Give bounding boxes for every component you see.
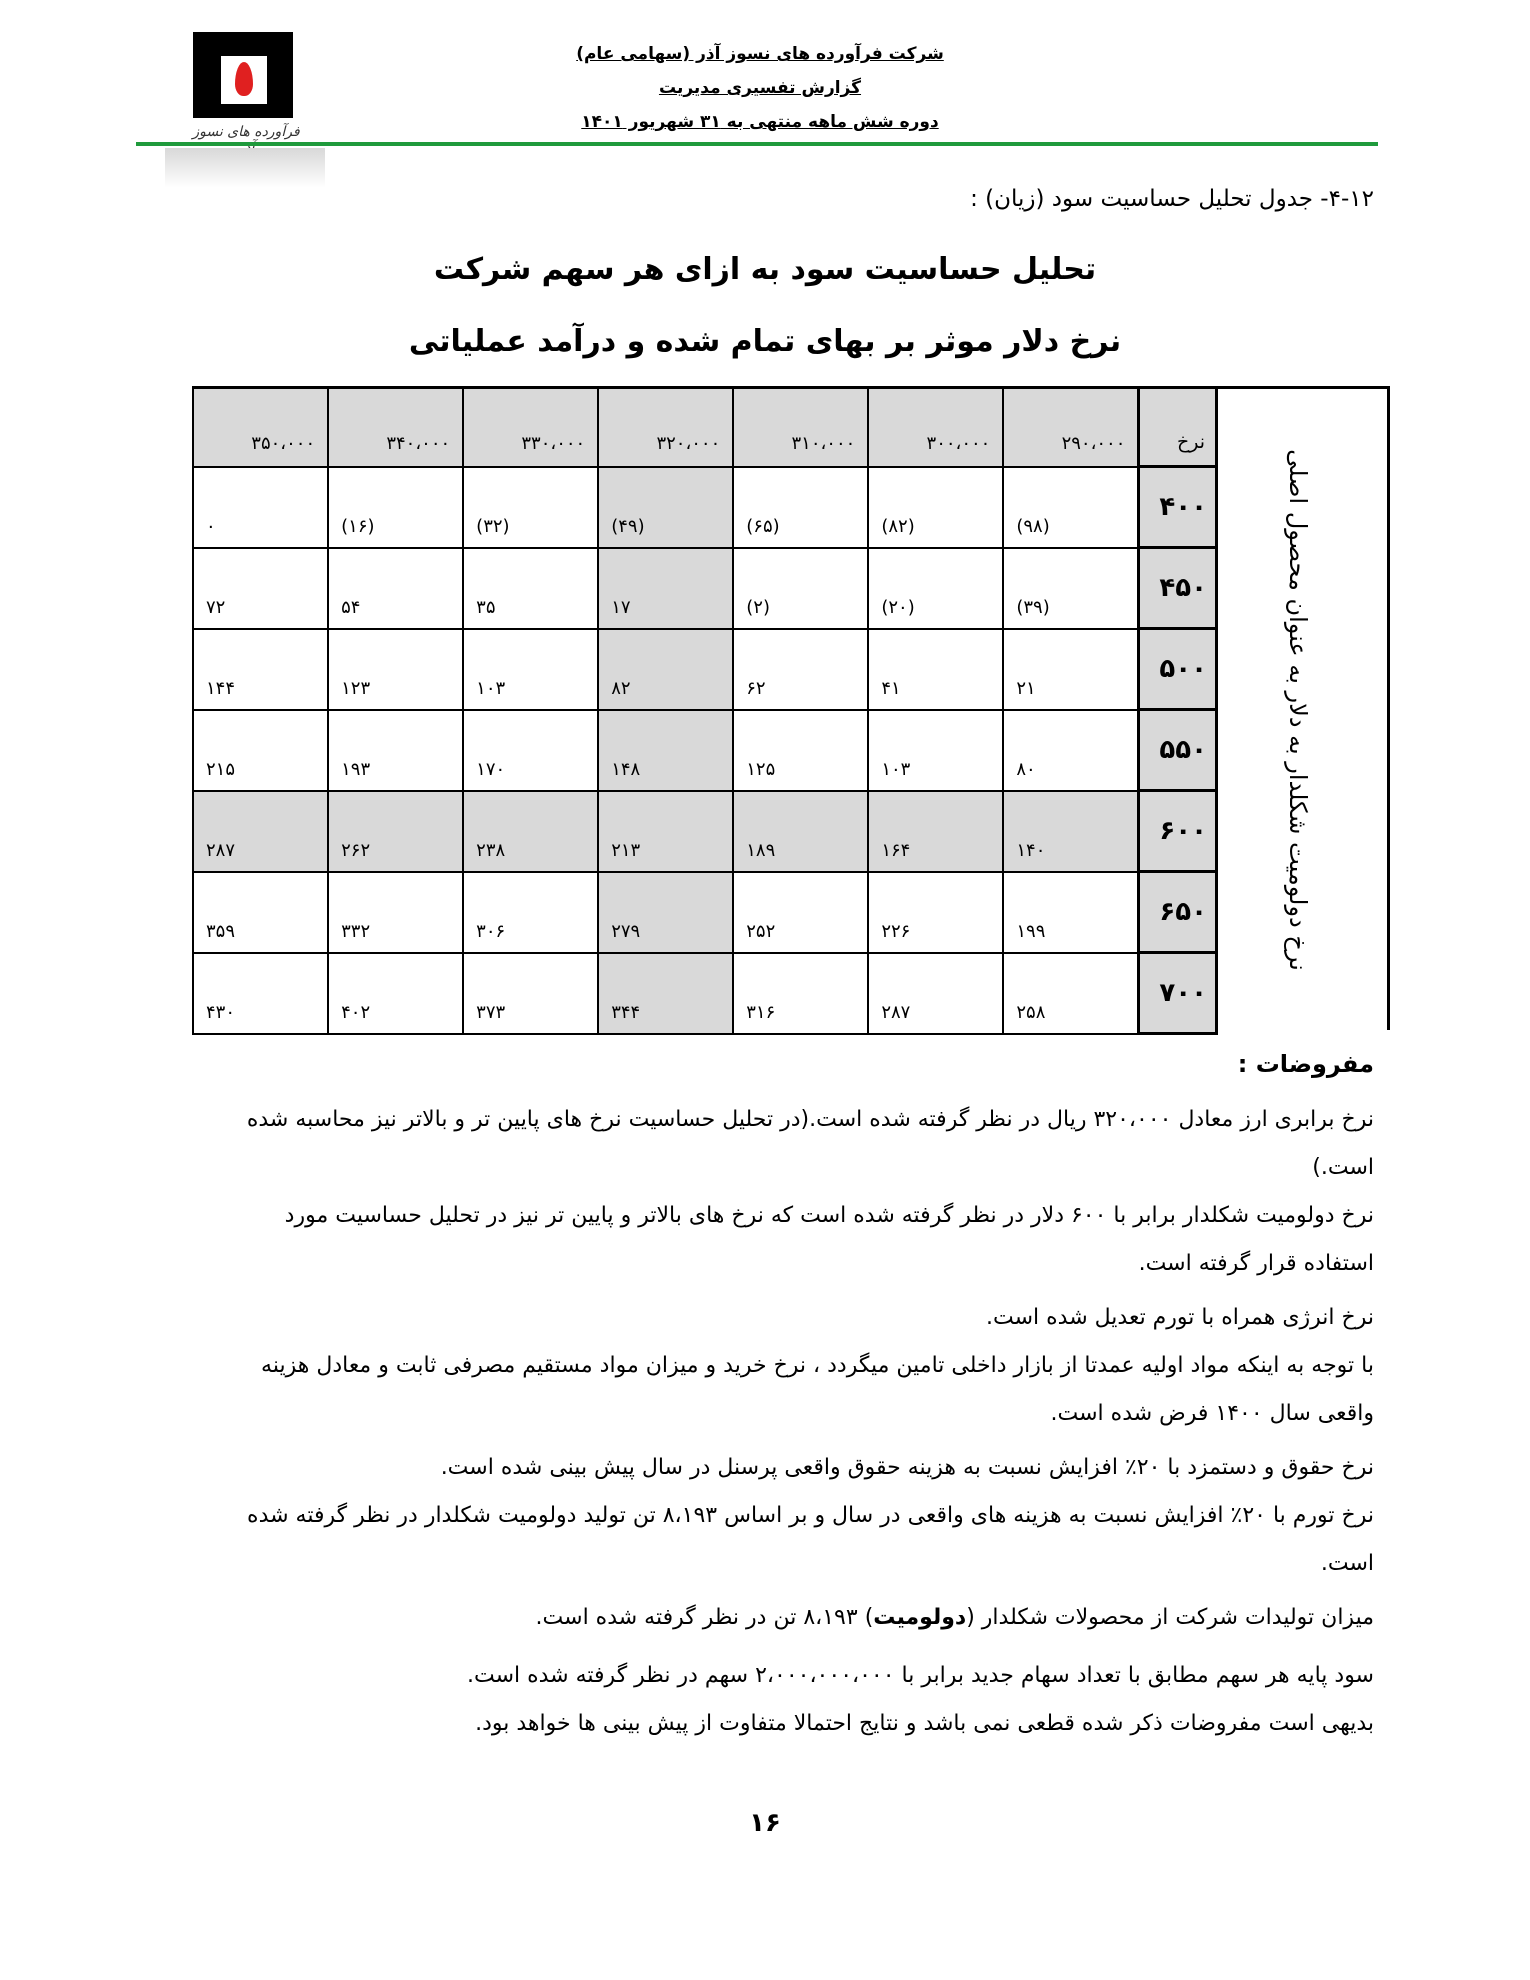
eps-value-cell: [733, 791, 868, 872]
table-row: [193, 872, 1217, 953]
assumption-shares: سود پایه هر سهم مطابق با تعداد سهام جدید برابر با ۲،۰۰۰،۰۰۰،۰۰۰ سهم در نظر گرفته شده است.: [466, 1663, 1374, 1688]
exchange-rate-text: ۳۱۰،۰۰۰: [791, 432, 856, 454]
eps-value-cell: [598, 629, 733, 710]
eps-value: (۸۲): [881, 515, 915, 537]
eps-value-cell: [733, 467, 868, 548]
eps-value: ۱۴۸: [611, 758, 641, 780]
eps-value: ۲۸۷: [881, 1001, 911, 1023]
eps-value-cell: [463, 467, 598, 548]
eps-value: ۴۰۲: [341, 1001, 371, 1023]
exchange-rate-text: ۳۴۰،۰۰۰: [386, 432, 451, 454]
eps-value-cell: [868, 791, 1003, 872]
section-heading: ۴-۱۲- جدول تحلیل حساسیت سود (زیان) :: [970, 186, 1374, 212]
eps-value-cell: [328, 629, 463, 710]
eps-value-cell: [1003, 548, 1139, 629]
eps-value-cell: [598, 953, 733, 1034]
eps-value: ۲۶۲: [341, 839, 371, 861]
eps-value: ۱۴۰: [1016, 839, 1046, 861]
eps-value-cell: [193, 791, 328, 872]
eps-value-cell: [463, 548, 598, 629]
eps-value: ۳۴۴: [611, 1001, 641, 1023]
eps-value-cell: [598, 467, 733, 548]
eps-value: ۱۲۵: [746, 758, 776, 780]
eps-value-cell: [868, 953, 1003, 1034]
exchange-rate-text: ۲۹۰،۰۰۰: [1061, 432, 1126, 454]
table-header-row: [193, 388, 1217, 467]
header-period: دوره شش ماهه منتهی به ۳۱ شهریور ۱۴۰۱: [581, 112, 939, 132]
eps-value-cell: [868, 710, 1003, 791]
rate-text: ۵۵۰: [1159, 735, 1207, 765]
rate-text: ۶۵۰: [1159, 897, 1207, 927]
assumption-energy: نرخ انرژی همراه با تورم تعدیل شده است.: [985, 1305, 1374, 1330]
eps-value: ۲۸۷: [206, 839, 236, 861]
row-dolomite-rate: [1139, 872, 1217, 953]
assumption-production: میزان تولیدات شرکت از محصولات شکلدار (دولومیت) ۸،۱۹۳ تن در نظر گرفته شده است.: [535, 1605, 1374, 1630]
eps-value: ۱۸۹: [746, 839, 776, 861]
row-dolomite-rate: [1139, 467, 1217, 548]
rate-text: ۶۰۰: [1159, 816, 1207, 846]
table-row: [193, 953, 1217, 1034]
row-dolomite-rate: [1139, 953, 1217, 1034]
header-exchange-rate: [598, 388, 733, 467]
table-row: [193, 467, 1217, 548]
eps-value: ۲۷۹: [611, 920, 641, 942]
eps-value: ۲۱: [1016, 677, 1036, 699]
row-dolomite-rate: [1139, 710, 1217, 791]
eps-value: ۳۳۲: [341, 920, 371, 942]
eps-value-cell: [328, 872, 463, 953]
row-dolomite-rate: [1139, 791, 1217, 872]
eps-value: (۳۹): [1016, 596, 1050, 618]
exchange-rate-text: ۳۰۰،۰۰۰: [926, 432, 991, 454]
eps-value: ۱۰۳: [881, 758, 911, 780]
eps-value: ۷۲: [206, 596, 226, 618]
page-number: ۱۶: [749, 1808, 781, 1838]
eps-value: ۱۰۳: [476, 677, 506, 699]
table-row: [193, 629, 1217, 710]
eps-value-cell: [463, 710, 598, 791]
eps-value: ۲۵۸: [1016, 1001, 1046, 1023]
eps-value: ۳۵: [476, 596, 496, 618]
exchange-rate-text: ۳۳۰،۰۰۰: [521, 432, 586, 454]
eps-value: ۱۹۹: [1016, 920, 1046, 942]
eps-value-cell: [1003, 953, 1139, 1034]
eps-value: ۳۰۶: [476, 920, 506, 942]
eps-value: (۳۲): [476, 515, 510, 537]
header-divider: [136, 142, 1378, 146]
eps-value-cell: [193, 629, 328, 710]
header-report: گزارش تفسیری مدیریت: [658, 78, 862, 98]
assumption-disclaimer: بدیهی است مفروضات ذکر شده قطعی نمی باشد و نتایج احتمالا متفاوت از پیش بینی ها خواهد بود.: [475, 1711, 1374, 1736]
eps-value-cell: [1003, 710, 1139, 791]
eps-value-cell: [1003, 872, 1139, 953]
eps-value: ۱۶۴: [881, 839, 911, 861]
eps-value: ۲۱۳: [611, 839, 641, 861]
assumptions-title: مفروضات :: [1237, 1050, 1374, 1078]
rate-text: ۷۰۰: [1159, 978, 1207, 1008]
exchange-rate-text: ۳۵۰،۰۰۰: [251, 432, 316, 454]
eps-value: ۲۳۸: [476, 839, 506, 861]
eps-value: ۱۷۰: [476, 758, 506, 780]
row-dolomite-rate: [1139, 548, 1217, 629]
eps-value-cell: [328, 710, 463, 791]
eps-value-cell: [328, 467, 463, 548]
side-axis-label: نرخ دولومیت شکلدار به دلار به عنوان محصول اصلی: [1284, 449, 1312, 971]
logo-shadow: [165, 148, 325, 188]
header-exchange-rate: [733, 388, 868, 467]
eps-value-cell: [733, 872, 868, 953]
sensitivity-table-wrapper: [192, 386, 1390, 1030]
eps-value-cell: [193, 548, 328, 629]
table-row: [193, 710, 1217, 791]
eps-value-cell: [463, 953, 598, 1034]
eps-value-cell: [193, 467, 328, 548]
eps-value: ۳۱۶: [746, 1001, 776, 1023]
rate-label-text: نرخ: [1176, 431, 1205, 453]
assumption-dolomite-rate: نرخ دولومیت شکلدار برابر با ۶۰۰ دلار در نظر گرفته شده است که نرخ های بالاتر و پایین تر نیز در تحلیل حساسیت مورد استفاده قرار گرفته است.: [284, 1203, 1374, 1276]
eps-value-cell: [463, 872, 598, 953]
rate-text: ۴۰۰: [1159, 492, 1207, 522]
rate-text: ۴۵۰: [1159, 573, 1207, 603]
table-row: [193, 791, 1217, 872]
eps-value-cell: [733, 953, 868, 1034]
eps-value: ۱۹۳: [341, 758, 371, 780]
eps-value-cell: [868, 872, 1003, 953]
eps-value: ۱۴۴: [206, 677, 236, 699]
eps-value-cell: [598, 710, 733, 791]
eps-value: ۰: [206, 515, 216, 537]
header-company: شرکت فرآورده های نسوز آذر (سهامی عام): [576, 44, 944, 64]
row-dolomite-rate: [1139, 629, 1217, 710]
exchange-rate-text: ۳۲۰،۰۰۰: [656, 432, 721, 454]
eps-value: ۶۲: [746, 677, 766, 699]
eps-value: (۶۵): [746, 515, 780, 537]
eps-value: ۴۱: [881, 677, 901, 699]
company-logo: [192, 32, 300, 154]
eps-value: ۲۵۲: [746, 920, 776, 942]
table-frame-right: [1387, 386, 1390, 1030]
eps-value: ۳۷۳: [476, 1001, 506, 1023]
eps-value-cell: [1003, 467, 1139, 548]
assumption-exchange-rate: نرخ برابری ارز معادل ۳۲۰،۰۰۰ ریال در نظر گرفته شده است.(در تحلیل حساسیت نرخ های پایین تر و بالاتر نیز محاسبه شده است.): [246, 1107, 1374, 1180]
sensitivity-table: [192, 386, 1218, 1035]
eps-value-cell: [193, 872, 328, 953]
eps-value-cell: [733, 629, 868, 710]
eps-value: ۴۳۰: [206, 1001, 236, 1023]
rate-text: ۵۰۰: [1159, 654, 1207, 684]
eps-value-cell: [868, 629, 1003, 710]
eps-value-cell: [463, 629, 598, 710]
eps-value: ۳۵۹: [206, 920, 236, 942]
eps-value: ۱۷: [611, 596, 631, 618]
header-exchange-rate: [193, 388, 328, 467]
table-subtitle: نرخ دلار موثر بر بهای تمام شده و درآمد عملیاتی: [408, 324, 1122, 359]
eps-value-cell: [598, 791, 733, 872]
eps-value: (۹۸): [1016, 515, 1050, 537]
eps-value-cell: [193, 710, 328, 791]
eps-value-cell: [598, 872, 733, 953]
assumption-wages: نرخ حقوق و دستمزد با ۲۰٪ افزایش نسبت به هزینه حقوق واقعی پرسنل در سال پیش بینی شده است.: [440, 1455, 1374, 1480]
eps-value-cell: [868, 548, 1003, 629]
eps-value-cell: [733, 548, 868, 629]
eps-value: (۲): [746, 596, 770, 618]
header-exchange-rate: [328, 388, 463, 467]
eps-value-cell: [463, 791, 598, 872]
eps-value-cell: [733, 710, 868, 791]
eps-value: ۸۲: [611, 677, 631, 699]
eps-value-cell: [598, 548, 733, 629]
eps-value: (۲۰): [881, 596, 915, 618]
eps-value-cell: [328, 953, 463, 1034]
header-rate-label: [1139, 388, 1217, 467]
eps-value-cell: [193, 953, 328, 1034]
eps-value: ۸۰: [1016, 758, 1036, 780]
assumption-inflation: نرخ تورم با ۲۰٪ افزایش نسبت به هزینه های واقعی در سال و بر اساس ۸،۱۹۳ تن تولید دولومیت شکلدار در نظر گرفته شده است.: [247, 1503, 1374, 1576]
eps-value: ۱۲۳: [341, 677, 371, 699]
eps-value-cell: [328, 548, 463, 629]
bold-product: دولومیت: [873, 1605, 967, 1630]
header-exchange-rate: [463, 388, 598, 467]
eps-value: ۲۱۵: [206, 758, 236, 780]
eps-value: (۱۶): [341, 515, 375, 537]
table-row: [193, 548, 1217, 629]
header-exchange-rate: [868, 388, 1003, 467]
header-exchange-rate: [1003, 388, 1139, 467]
eps-value-cell: [1003, 791, 1139, 872]
eps-value-cell: [328, 791, 463, 872]
eps-value-cell: [1003, 629, 1139, 710]
eps-value: ۲۲۶: [881, 920, 911, 942]
eps-value-cell: [868, 467, 1003, 548]
assumption-raw-materials: با توجه به اینکه مواد اولیه عمدتا از بازار داخلی تامین میگردد ، نرخ خرید و میزان مواد مستقیم مصرفی ثابت و معادل هزینه واقعی سال ۱۴۰۰ فرض شده است.: [261, 1353, 1374, 1426]
logo-caption: فرآورده های نسوز: [192, 124, 300, 140]
table-title: تحلیل حساسیت سود به ازای هر سهم شرکت: [433, 252, 1097, 287]
eps-value: (۴۹): [611, 515, 645, 537]
eps-value: ۵۴: [341, 596, 361, 618]
